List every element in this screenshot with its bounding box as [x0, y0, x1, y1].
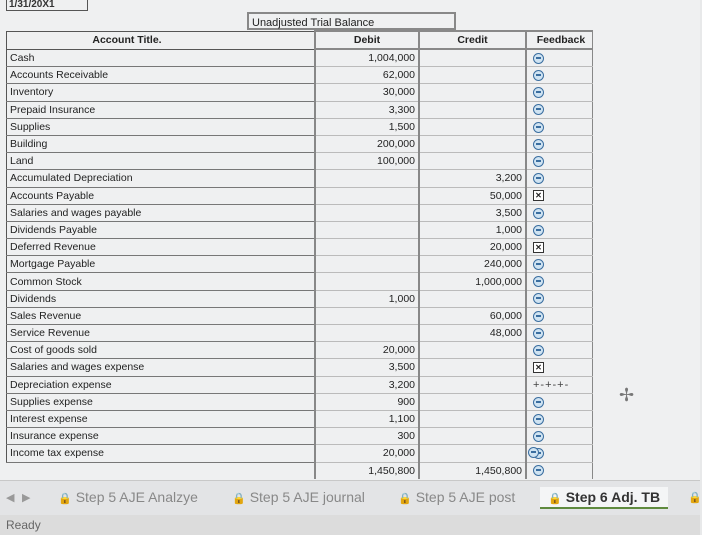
debit-cell[interactable]: 30,000	[315, 84, 419, 101]
account-title-cell[interactable]: Cost of goods sold	[7, 342, 316, 359]
correct-check-icon	[533, 139, 544, 150]
credit-cell[interactable]	[419, 84, 526, 101]
check-answer-icon[interactable]	[528, 444, 539, 462]
table-row	[7, 376, 593, 393]
status-text: Ready	[6, 518, 41, 532]
credit-cell[interactable]	[419, 376, 526, 393]
account-title-cell[interactable]: Prepaid Insurance	[7, 101, 316, 118]
debit-cell[interactable]: 1,500	[315, 118, 419, 135]
date-cell[interactable]: 1/31/20X1	[6, 0, 88, 11]
total-credit-cell[interactable]: 1,450,800	[419, 462, 526, 479]
totals-row	[7, 462, 593, 479]
correct-check-icon	[533, 345, 544, 356]
debit-cell[interactable]: 62,000	[315, 67, 419, 84]
account-title-cell[interactable]: Service Revenue	[7, 325, 316, 342]
account-title-cell[interactable]: Dividends	[7, 290, 316, 307]
tab-step5-aje-journal[interactable]	[232, 489, 365, 505]
correct-check-icon	[533, 465, 544, 476]
account-title-cell[interactable]: Sales Revenue	[7, 307, 316, 324]
account-title-cell[interactable]: Supplies	[7, 118, 316, 135]
feedback-cell[interactable]	[526, 273, 593, 290]
account-title-header[interactable]: Account Title.	[7, 31, 316, 49]
scroll-left-icon[interactable]: ◀	[6, 492, 15, 504]
table-row	[7, 325, 593, 342]
tab-label: Step 5 AJE post	[415, 489, 516, 505]
incorrect-x-icon: ✕	[533, 190, 544, 201]
account-title-cell[interactable]: Supplies expense	[7, 393, 316, 410]
lock-icon: 🔒	[232, 493, 246, 505]
tab-label: Step 5 AJE journal	[249, 489, 365, 505]
table-row	[7, 101, 593, 118]
credit-cell[interactable]	[419, 342, 526, 359]
table-row	[7, 307, 593, 324]
feedback-cell[interactable]	[526, 393, 593, 410]
debit-cell[interactable]: 1,004,000	[315, 49, 419, 67]
credit-cell[interactable]	[419, 153, 526, 170]
account-title-cell[interactable]: Dividends Payable	[7, 221, 316, 238]
correct-check-icon	[533, 104, 544, 115]
tab-step6-adj-tb[interactable]	[540, 487, 668, 509]
correct-check-icon	[533, 259, 544, 270]
credit-cell[interactable]: 3,500	[419, 204, 526, 221]
table-header-row	[7, 31, 593, 49]
lock-icon: 🔒	[688, 492, 702, 504]
debit-cell[interactable]: 1,100	[315, 410, 419, 427]
credit-cell[interactable]: 1,000,000	[419, 273, 526, 290]
account-title-cell[interactable]: Salaries and wages payable	[7, 204, 316, 221]
credit-cell[interactable]	[419, 445, 526, 462]
debit-cell[interactable]	[315, 187, 419, 204]
feedback-cell[interactable]	[526, 359, 593, 376]
debit-cell[interactable]	[315, 325, 419, 342]
correct-check-icon	[533, 173, 544, 184]
credit-header[interactable]: Credit	[419, 31, 526, 49]
account-title-cell[interactable]: Building	[7, 135, 316, 152]
cursor-cross-icon: ✢	[619, 385, 635, 405]
credit-cell[interactable]	[419, 359, 526, 376]
table-row	[7, 290, 593, 307]
table-row	[7, 239, 593, 256]
account-title-cell[interactable]: Accounts Payable	[7, 187, 316, 204]
debit-cell[interactable]	[315, 273, 419, 290]
correct-check-icon	[533, 87, 544, 98]
table-row	[7, 273, 593, 290]
incorrect-x-icon: ✕	[533, 362, 544, 373]
table-row	[7, 153, 593, 170]
table-row	[7, 135, 593, 152]
table-row	[7, 204, 593, 221]
credit-cell[interactable]	[419, 428, 526, 445]
feedback-cell[interactable]	[526, 49, 593, 67]
credit-cell[interactable]	[419, 67, 526, 84]
debit-cell[interactable]	[315, 170, 419, 187]
table-row	[7, 410, 593, 427]
debit-cell[interactable]	[315, 307, 419, 324]
account-title-cell[interactable]: Accounts Receivable	[7, 67, 316, 84]
correct-check-icon	[533, 431, 544, 442]
feedback-cell[interactable]	[526, 153, 593, 170]
feedback-cell[interactable]	[526, 101, 593, 118]
feedback-cell[interactable]	[526, 256, 593, 273]
credit-cell[interactable]: 3,200	[419, 170, 526, 187]
credit-cell[interactable]: 60,000	[419, 307, 526, 324]
correct-check-icon	[533, 70, 544, 81]
debit-cell[interactable]: 3,300	[315, 101, 419, 118]
lock-icon: 🔒	[548, 493, 562, 505]
tab-step5-aje-post[interactable]	[398, 489, 515, 505]
scroll-right-icon[interactable]: ▶	[22, 492, 31, 504]
feedback-cell[interactable]	[526, 290, 593, 307]
incorrect-x-icon: ✕	[533, 242, 544, 253]
account-title-cell[interactable]: Accumulated Depreciation	[7, 170, 316, 187]
feedback-cell[interactable]	[526, 135, 593, 152]
feedback-cell[interactable]	[526, 376, 593, 393]
table-row	[7, 67, 593, 84]
feedback-cell[interactable]	[526, 170, 593, 187]
debit-cell[interactable]: 1,000	[315, 290, 419, 307]
table-row	[7, 256, 593, 273]
debit-cell[interactable]: 3,500	[315, 359, 419, 376]
credit-cell[interactable]: 50,000	[419, 187, 526, 204]
feedback-cell[interactable]	[526, 204, 593, 221]
lock-icon: 🔒	[398, 493, 412, 505]
feedback-cell[interactable]	[526, 307, 593, 324]
feedback-cell[interactable]	[526, 67, 593, 84]
table-row	[7, 118, 593, 135]
feedback-header[interactable]: Feedback	[526, 31, 593, 49]
table-row	[7, 359, 593, 376]
correct-check-icon	[533, 122, 544, 133]
account-title-cell[interactable]: Insurance expense	[7, 428, 316, 445]
debit-cell[interactable]: 100,000	[315, 153, 419, 170]
status-bar	[0, 515, 700, 535]
credit-cell[interactable]: 20,000	[419, 239, 526, 256]
feedback-cell[interactable]	[526, 84, 593, 101]
table-row	[7, 49, 593, 67]
table-row	[7, 84, 593, 101]
tab-label: Step 5 AJE Analzye	[75, 489, 198, 505]
sheet-tab-bar	[0, 480, 700, 515]
debit-cell[interactable]: 900	[315, 393, 419, 410]
correct-check-icon	[533, 208, 544, 219]
credit-cell[interactable]: 1,000	[419, 221, 526, 238]
correct-check-icon	[533, 397, 544, 408]
credit-cell[interactable]	[419, 135, 526, 152]
tick-marks-icon: +-+-+-	[533, 378, 570, 391]
debit-cell[interactable]	[315, 256, 419, 273]
feedback-cell[interactable]	[526, 410, 593, 427]
account-title-cell[interactable]: Deferred Revenue	[7, 239, 316, 256]
debit-cell[interactable]	[315, 204, 419, 221]
debit-header[interactable]: Debit	[315, 31, 419, 49]
debit-cell[interactable]: 3,200	[315, 376, 419, 393]
correct-check-icon	[533, 414, 544, 425]
debit-cell[interactable]	[315, 239, 419, 256]
debit-cell[interactable]: 20,000	[315, 445, 419, 462]
account-title-cell[interactable]: Depreciation expense	[7, 376, 316, 393]
tab-label: Step 6 Adj. TB	[565, 489, 661, 505]
account-title-cell[interactable]: Common Stock	[7, 273, 316, 290]
correct-check-icon	[533, 53, 544, 64]
correct-check-icon	[533, 311, 544, 322]
debit-cell[interactable]: 200,000	[315, 135, 419, 152]
table-row	[7, 393, 593, 410]
trial-balance-table	[6, 30, 593, 479]
debit-cell[interactable]: 300	[315, 428, 419, 445]
feedback-cell[interactable]	[526, 342, 593, 359]
tab-step5-aje-analyze[interactable]	[58, 489, 198, 505]
credit-cell[interactable]	[419, 101, 526, 118]
account-title-cell[interactable]: Salaries and wages expense	[7, 359, 316, 376]
credit-cell[interactable]: 240,000	[419, 256, 526, 273]
unadjusted-trial-balance-header[interactable]: Unadjusted Trial Balance	[247, 12, 456, 30]
account-title-cell[interactable]: Interest expense	[7, 410, 316, 427]
feedback-cell[interactable]	[526, 221, 593, 238]
account-title-cell[interactable]: Cash	[7, 49, 316, 67]
account-title-cell[interactable]: Inventory	[7, 84, 316, 101]
credit-cell[interactable]: 48,000	[419, 325, 526, 342]
credit-cell[interactable]	[419, 49, 526, 67]
table-row	[7, 428, 593, 445]
feedback-cell[interactable]	[526, 462, 593, 479]
table-row	[7, 445, 593, 462]
feedback-cell[interactable]	[526, 239, 593, 256]
account-title-cell[interactable]: Land	[7, 153, 316, 170]
credit-cell[interactable]	[419, 290, 526, 307]
correct-check-icon	[533, 225, 544, 236]
feedback-cell[interactable]	[526, 428, 593, 445]
table-row	[7, 187, 593, 204]
account-title-cell[interactable]: Mortgage Payable	[7, 256, 316, 273]
debit-cell[interactable]: 20,000	[315, 342, 419, 359]
credit-cell[interactable]	[419, 118, 526, 135]
correct-check-icon	[533, 276, 544, 287]
correct-check-icon	[533, 328, 544, 339]
credit-cell[interactable]	[419, 393, 526, 410]
totals-label-cell	[7, 462, 316, 479]
debit-cell[interactable]	[315, 221, 419, 238]
correct-check-icon	[533, 156, 544, 167]
feedback-cell[interactable]	[526, 118, 593, 135]
feedback-cell[interactable]	[526, 325, 593, 342]
feedback-cell[interactable]	[526, 187, 593, 204]
table-row	[7, 221, 593, 238]
table-row	[7, 170, 593, 187]
total-debit-cell[interactable]: 1,450,800	[315, 462, 419, 479]
credit-cell[interactable]	[419, 410, 526, 427]
lock-icon: 🔒	[58, 493, 72, 505]
account-title-cell[interactable]: Income tax expense	[7, 445, 316, 462]
table-row	[7, 342, 593, 359]
correct-check-icon	[533, 293, 544, 304]
